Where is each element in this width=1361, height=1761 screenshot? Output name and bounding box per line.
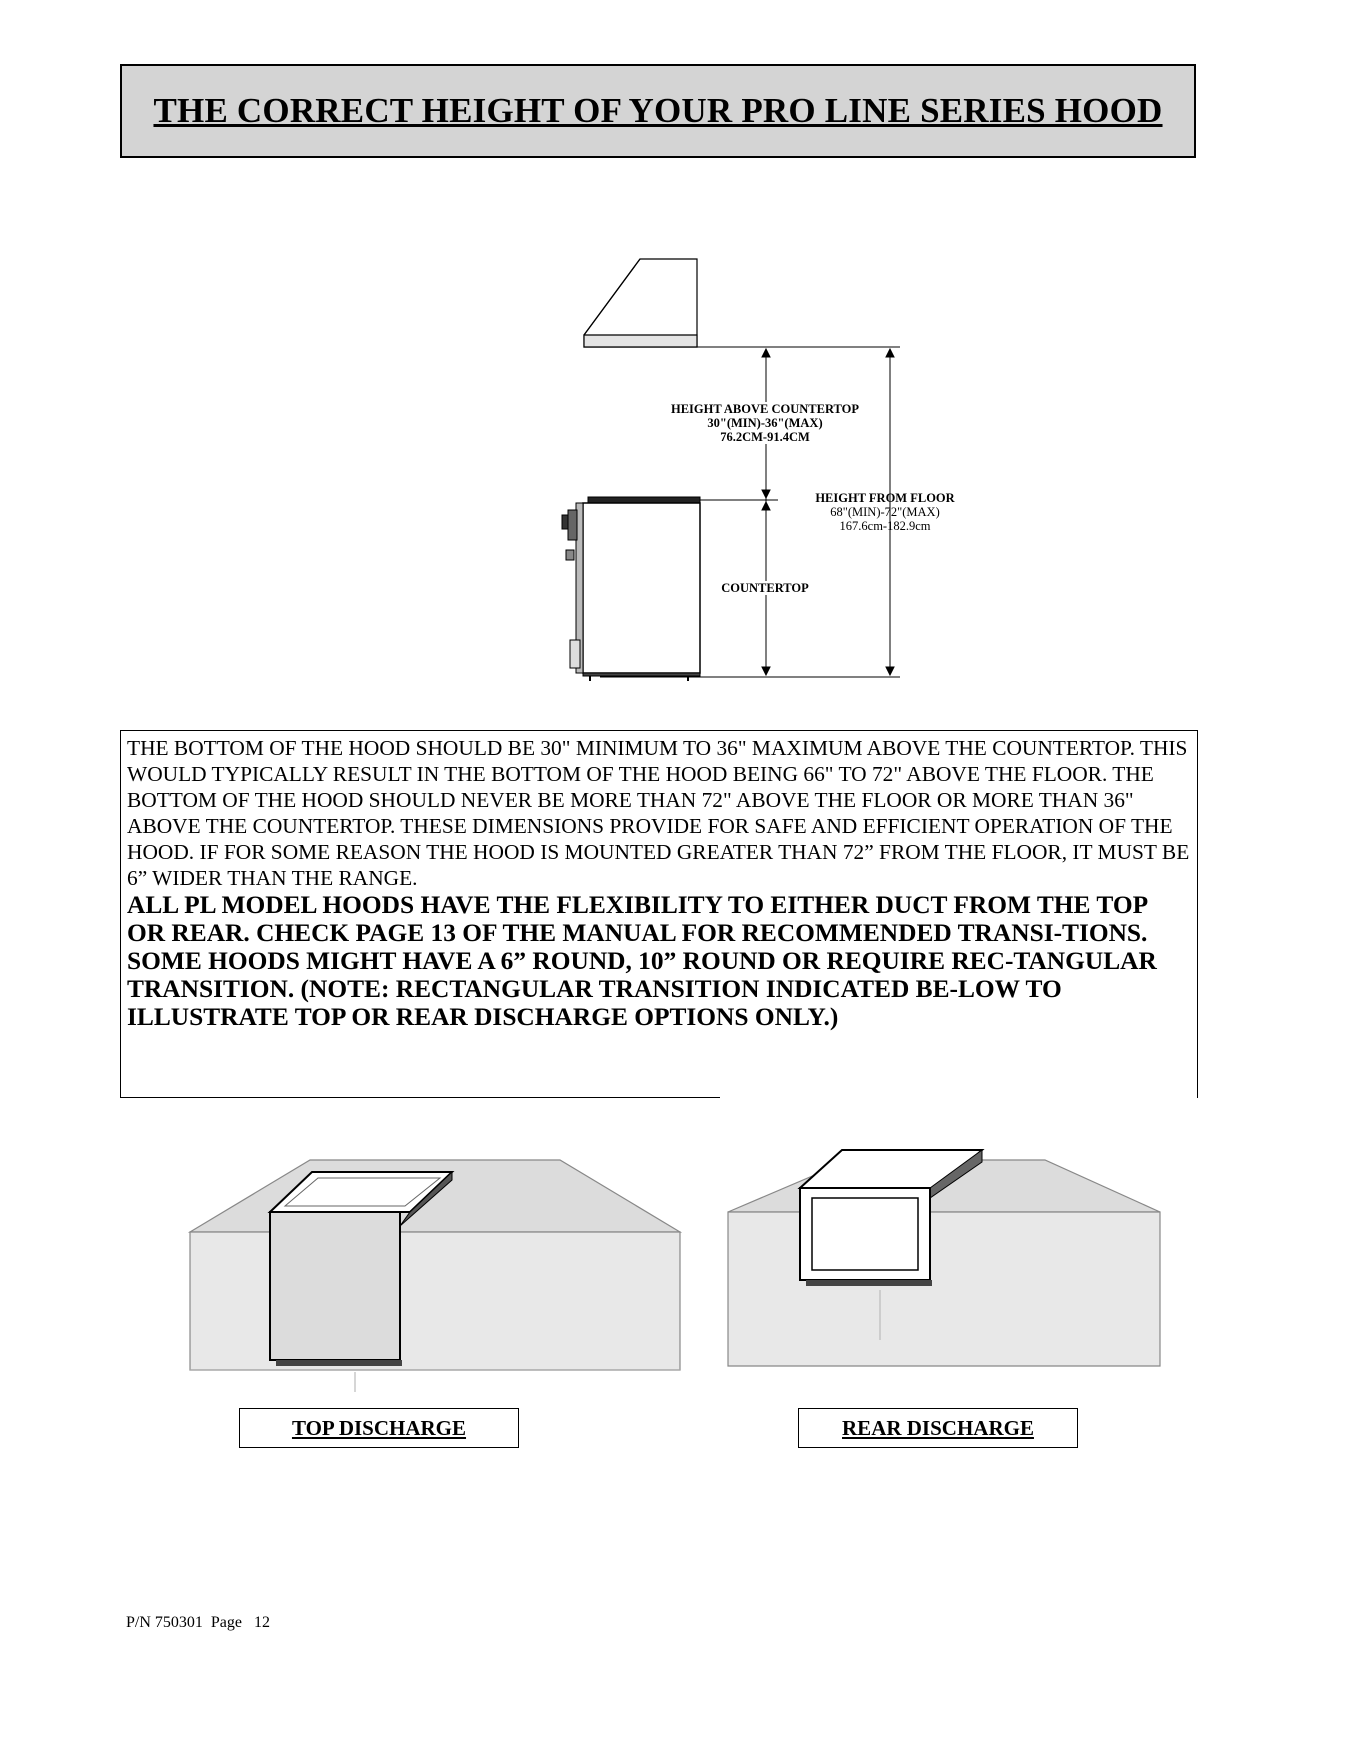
height-instructions: THE BOTTOM OF THE HOOD SHOULD BE 30" MINIMUM TO 36" MAXIMUM ABOVE THE COUNTERTOP. THIS WOULD TYPICALLY RESULT IN THE BOTTOM OF THE HOOD BEING 66" TO 72" ABOVE THE FLOOR. THE BOTTOM OF THE HOOD SHOULD NEVER BE MORE THAN 72" ABOVE THE FLOOR OR MORE THAN 36" ABOVE THE COUNTERTOP. THESE DIMENSIONS PROVIDE FOR SAFE AND EFFICIENT OPERATION OF THE HOOD. IF FOR SOME REASON THE HOOD IS MOUNTED GREATER THAN 72” FROM THE FLOOR, IT MUST BE 6” WIDER THAN THE RANGE. xyxy=(127,736,1190,890)
height-above-countertop-metric: 76.2CM-91.4CM xyxy=(720,430,810,444)
hood-illustration xyxy=(584,259,697,347)
countertop-label xyxy=(710,581,820,595)
height-from-floor-imperial: 68"(MIN)-72"(MAX) xyxy=(830,505,940,519)
countertop-label-text: COUNTERTOP xyxy=(721,581,809,595)
page-footer: P/N 750301 Page 12 xyxy=(126,1614,270,1631)
height-from-floor-title: HEIGHT FROM FLOOR xyxy=(815,491,955,505)
height-from-floor-label xyxy=(800,491,970,533)
instructions-box xyxy=(120,730,1198,1098)
top-discharge-caption xyxy=(239,1408,519,1448)
duct-instructions: ALL PL MODEL HOODS HAVE THE FLEXIBILITY TO EITHER DUCT FROM THE TOP OR REAR. CHECK PAGE 13 OF THE MANUAL FOR RECOMMENDED TRANSI-TIONS. SOME HOODS MIGHT HAVE A 6” ROUND, 10” ROUND OR REQUIRE REC-TANGULAR TRANSITION. (NOTE: RECTANGULAR TRANSITION INDICATED BE-LOW TO ILLUSTRATE TOP OR REAR DISCHARGE OPTIONS ONLY.) xyxy=(127,891,1157,1031)
box-bottom-rule xyxy=(120,1097,720,1098)
height-above-countertop-imperial: 30"(MIN)-36"(MAX) xyxy=(707,416,823,430)
rear-discharge-illustration xyxy=(728,1150,1160,1366)
discharge-illustrations xyxy=(0,1140,1361,1400)
rear-discharge-caption xyxy=(798,1408,1078,1448)
rear-discharge-caption-text: REAR DISCHARGE xyxy=(842,1415,1034,1440)
height-above-countertop-title: HEIGHT ABOVE COUNTERTOP xyxy=(670,402,860,416)
top-discharge-illustration xyxy=(190,1160,680,1392)
height-above-countertop-label xyxy=(650,402,880,444)
top-discharge-caption-text: TOP DISCHARGE xyxy=(291,1415,467,1440)
range-illustration xyxy=(562,497,700,681)
height-diagram xyxy=(0,0,1361,720)
page-title: THE CORRECT HEIGHT OF YOUR PRO LINE SERIES HOOD xyxy=(153,91,1163,130)
height-from-floor-metric: 167.6cm-182.9cm xyxy=(839,519,931,533)
